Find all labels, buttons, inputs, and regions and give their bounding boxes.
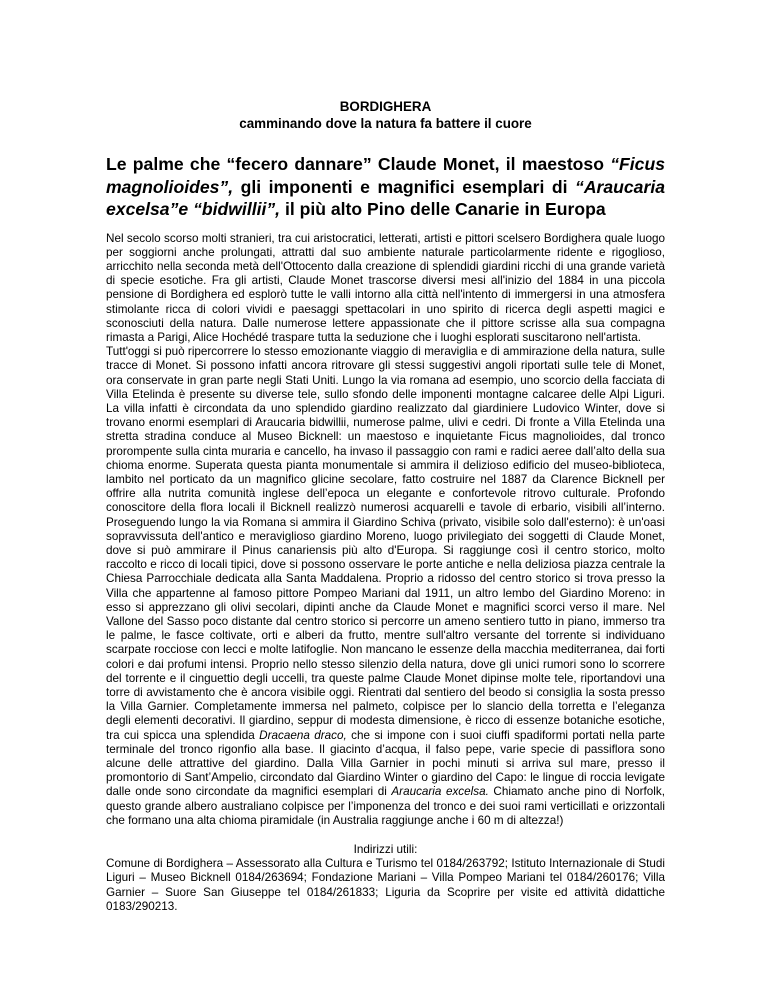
headline-ficus: “Ficus magnolioides”, [106,154,665,197]
article-body [106,232,665,829]
headline-part-1: Le palme che “fecero dannare” Claude Monet, il maestoso [106,154,611,174]
document-title: BORDIGHERA [339,99,432,114]
document-header [106,98,665,132]
body-paragraph-2 [106,345,665,828]
body-paragraph-2-part-b: che si impone con i suoi ciuffi spadiformi portati nella parte terminale del tronco rigonfio alla base. Il giacinto d’acqua, il falso pepe, varie specie di passiflora sono alcune delle attrattive del giardino. Dalla Villa Garnier in pochi minuti si arriva sul mare, presso il promontorio di Sant’Ampelio, circondato dal Giardino Winter o giardino del Capo: le lingue di roccia levigate dalle onde sono circondate da magnifici esemplari di [106,728,665,799]
body-paragraph-1: Nel secolo scorso molti stranieri, tra cui aristocratici, letterati, artisti e pittori scelsero Bordighera quale luogo per soggiorni anche prolungati, attratti dal suo ambiente naturale particolarmente ridente e rigoglioso, arricchito nella seconda metà dell'Ottocento dalla creazione di splendidi giardini ricchi di una grande varietà di specie esotiche. Fra gli artisti, Claude Monet trascorse diversi mesi all'inizio del 1884 in una piccola pensione di Bordighera ed esplorò tutte le valli intorno alla città nell'intento di immergersi in una atmosfera stimolante ricca di colori vividi e paesaggi spettacolari in uno spirito di ricerca degli aspetti magici e sconosciuti della natura. Dalle numerose lettere appassionate che il pittore scrisse alla sua compagna rimasta a Parigi, Alice Hochédé traspare tutta la seduzione che i luoghi esplorati suscitarono nell'artista. [106,231,665,344]
article-headline [106,153,665,221]
useful-addresses-text: Comune di Bordighera – Assessorato alla Cultura e Turismo tel 0184/263792; Istituto Internazionale di Studi Liguri – Museo Bicknell 0184/263694; Fondazione Mariani – Villa Pompeo Mariani tel 0184/260176; Villa Garnier – Suore San Giuseppe tel 0184/261833; Liguria da Scoprire per visite ed attività didattiche 0183/290213. [106,857,665,913]
document-subtitle: camminando dove la natura fa battere il cuore [239,116,532,131]
headline-part-3: il più alto Pino delle Canarie in Europa [280,199,606,219]
body-araucaria-excelsa: Araucaria excelsa. [391,785,489,799]
body-paragraph-2-part-a: Tutt'oggi si può ripercorrere lo stesso emozionante viaggio di meraviglia e di ammirazione della natura, sulle tracce di Monet. Si possono infatti ancora ritrovare gli stessi suggestivi angoli riportati sulle tele di Monet, ora conservate in gran parte negli Stati Uniti. Lungo la via romana ad esempio, uno scorcio della facciata di Villa Etelinda è presente su diverse tele, sullo sfondo delle imponenti montagne calcaree delle Alpi Liguri. La villa infatti è circondata da uno splendido giardino realizzato dal giardiniere Ludovico Winter, dove si trovano enormi esemplari di Araucaria bidwillii, numerose palme, ulivi e cedri. Di fronte a Villa Etelinda una stretta stradina conduce al Museo Bicknell: un maestoso e inquietante Ficus magnolioides, dal tronco prorompente sulla cinta muraria e cancello, ha invaso il passaggio con rami e radici aeree dall’alto della sua chioma enorme. Superata questa pianta monumentale si ammira il delizioso edificio del museo-biblioteca, lambito nel porticato da un magnifico glicine secolare, fatto costruire nel 1887 da Clarence Bicknell per offrire alla nutrita comunità inglese dell’epoca un elegante e confortevole ritrovo culturale. Profondo conoscitore della flora locali il Bicknell realizzò numerosi acquarelli e tavole di erbario, visibili all’interno. Proseguendo lungo la via Romana si ammira il Giardino Schiva (privato, visibile solo dall'esterno): è un'oasi sopravvissuta dell'antico e meraviglioso giardino Moreno, luogo privilegiato dei soggetti di Claude Monet, dove si può ammirare il Pinus canariensis più alto d'Europa. Si raggiunge così il centro storico, molto raccolto e ricco di locali tipici, dove si possono osservare le porte antiche e nella deliziosa piazza centrale la Chiesa Parrocchiale dedicata alla Santa Maddalena. Proprio a ridosso del centro storico si trova presso la Villa che appartenne al famoso pittore Pompeo Mariani dal 1911, un altro lembo del Giardino Moreno: in esso si apprezzano gli olivi secolari, dipinti anche da Claude Monet e magnifici scorci verso il mare. Nel Vallone del Sasso poco distante dal centro storico si percorre un ameno sentiero tutto in piano, immerso tra le palme, le fasce coltivate, orti e alberi da frutto, mentre sull'altro versante del torrente si individuano scarpate rocciose con lecci e molte latifoglie. Non mancano le essenze della macchia mediterranea, dai forti colori e dai profumi intensi. Proprio nello stesso silenzio della natura, dove gli unici rumori sono lo scorrere del torrente e il cinguettio degli uccelli, tra queste palme Claude Monet dipinse molte tele, riportandovi una torre di avvistamento che è ancora visibile oggi. Rientrati dal sentiero del beodo si consiglia la sosta presso la Villa Garnier. Completamente immersa nel palmeto, colpisce per lo slancio della torretta e l’eleganza degli elementi decorativi. Il giardino, seppur di modesta dimensione, è ricco di essenze botaniche esotiche, tra cui spicca una splendida [106,345,665,742]
body-paragraph-2-part-c: Chiamato anche pino di Norfolk, questo grande albero australiano colpisce per l’imponenza del tronco e dei suoi rami verticillati e orizzontali che formano una alta chioma piramidale (in Australia raggiunge anche i 60 m di altezza!) [106,785,665,827]
headline-part-2: gli imponenti e magnifici esemplari di [233,176,576,197]
useful-addresses-title: Indirizzi utili: [353,843,418,857]
useful-addresses [106,843,665,914]
body-dracaena: Dracaena draco, [259,728,347,742]
headline-araucaria: “Araucaria excelsa”e “bidwillii”, [106,176,665,219]
